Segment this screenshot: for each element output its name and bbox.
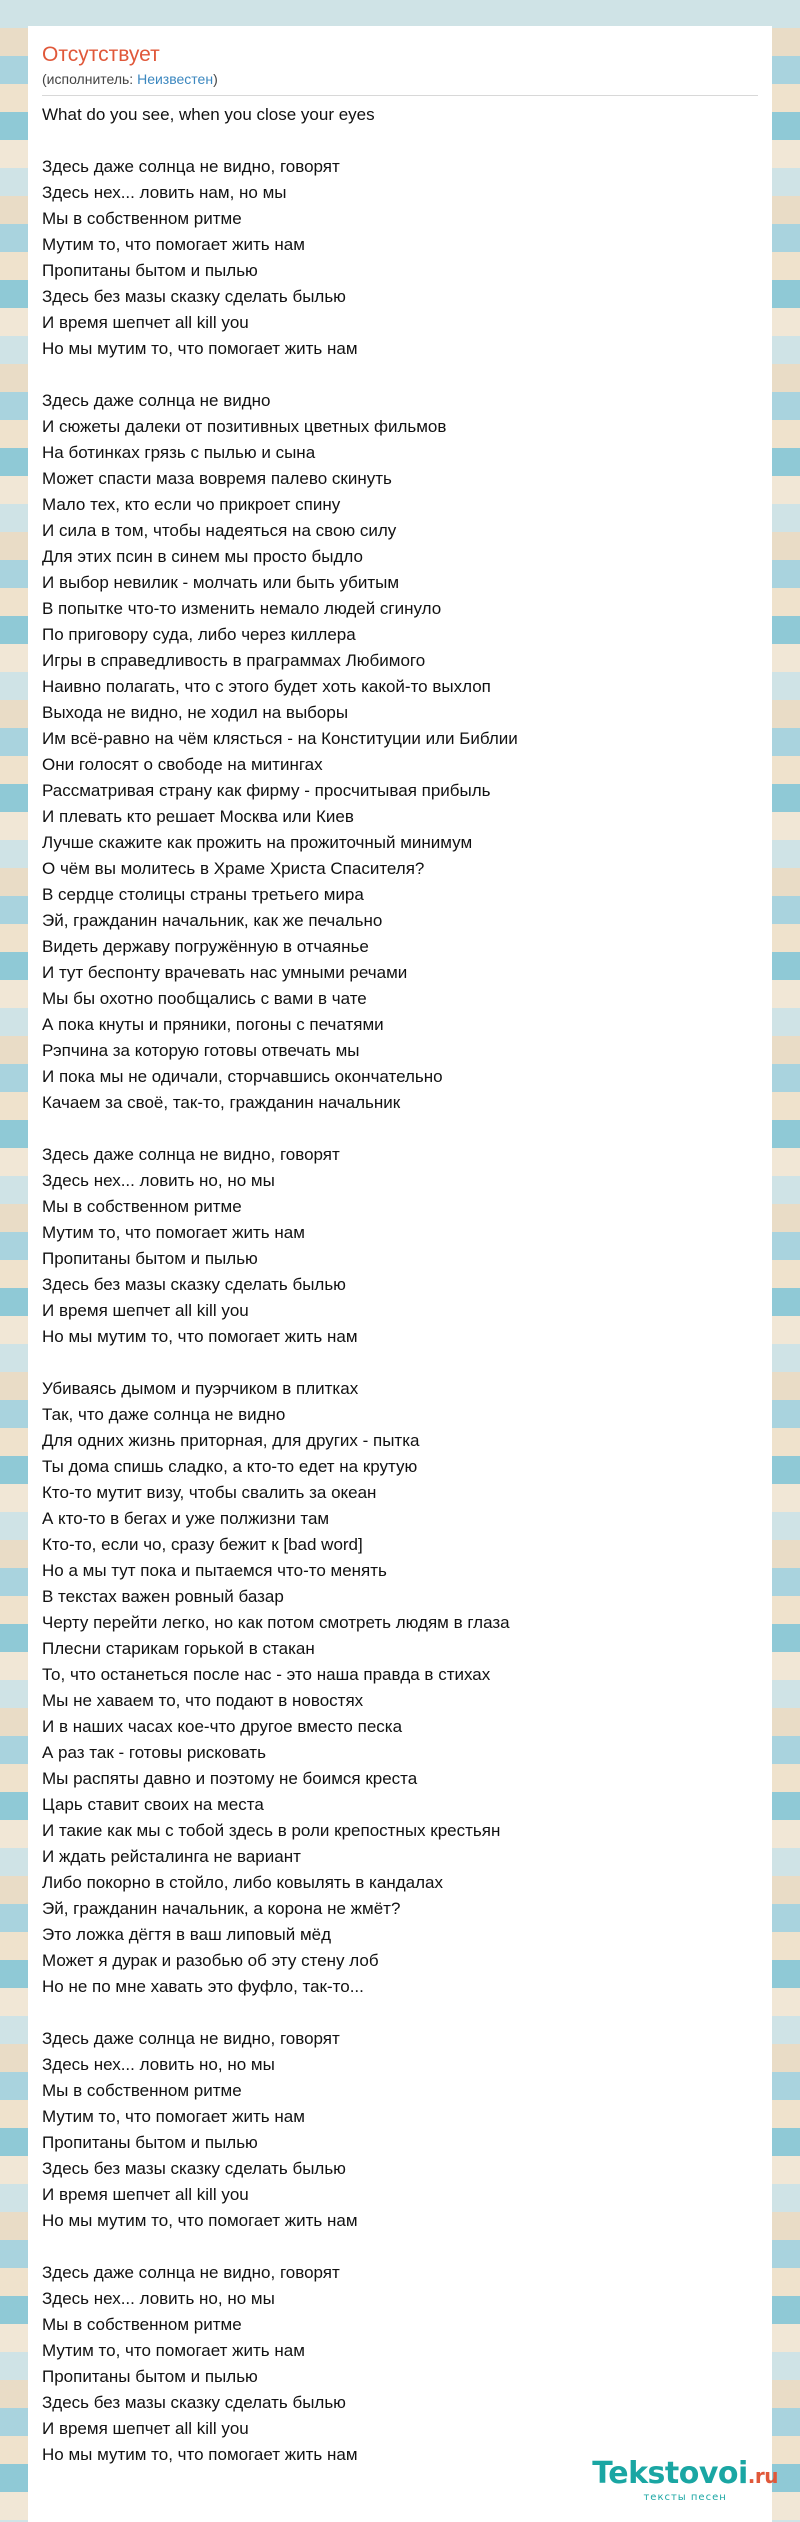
site-logo[interactable] bbox=[592, 2458, 778, 2504]
lyric-line: Черту перейти легко, но как потом смотреть людям в глаза bbox=[42, 1613, 510, 1632]
lyric-line: Но мы мутим то, что помогает жить нам bbox=[42, 1327, 358, 1346]
lyric-line: Мы в собственном ритме bbox=[42, 209, 242, 228]
lyric-line: И время шепчет all kill you bbox=[42, 2185, 249, 2204]
lyrics-stanza bbox=[42, 1142, 758, 1350]
lyric-line: И ждать рейсталинга не вариант bbox=[42, 1847, 301, 1866]
lyric-line: Кто-то мутит визу, чтобы свалить за океан bbox=[42, 1483, 377, 1502]
lyric-line: Рассматривая страну как фирму - просчитывая прибыль bbox=[42, 781, 491, 800]
lyric-line: What do you see, when you close your eyes bbox=[42, 105, 375, 124]
lyric-line: В попытке что-то изменить немало людей сгинуло bbox=[42, 599, 442, 618]
lyric-line: То, что останеться после нас - это наша правда в стихах bbox=[42, 1665, 491, 1684]
lyric-line: И тут беспонту врачевать нас умными речами bbox=[42, 963, 408, 982]
lyric-line: И время шепчет all kill you bbox=[42, 313, 249, 332]
lyric-line: И выбор невилик - молчать или быть убитым bbox=[42, 573, 400, 592]
lyric-line: Здесь без мазы сказку сделать былью bbox=[42, 1275, 346, 1294]
lyrics-stanza bbox=[42, 388, 758, 1116]
lyric-line: В текстах важен ровный базар bbox=[42, 1587, 284, 1606]
lyric-line: Здесь даже солнца не видно, говорят bbox=[42, 2029, 340, 2048]
lyric-line: Здесь нех... ловить но, но мы bbox=[42, 2055, 275, 2074]
lyric-line: И такие как мы с тобой здесь в роли крепостных крестьян bbox=[42, 1821, 501, 1840]
lyric-line: Рэпчина за которую готовы отвечать мы bbox=[42, 1041, 360, 1060]
lyric-line: Мутим то, что помогает жить нам bbox=[42, 2341, 305, 2360]
lyric-line: Здесь нех... ловить нам, но мы bbox=[42, 183, 287, 202]
lyric-line: Но а мы тут пока и пытаемся что-то менять bbox=[42, 1561, 387, 1580]
lyric-line: Для этих псин в синем мы просто быдло bbox=[42, 547, 363, 566]
lyric-line: Они голосят о свободе на митингах bbox=[42, 755, 323, 774]
lyric-line: И пока мы не одичали, сторчавшись окончательно bbox=[42, 1067, 443, 1086]
lyrics-stanza bbox=[42, 2026, 758, 2234]
lyrics-stanza bbox=[42, 102, 758, 128]
lyric-line: В сердце столицы страны третьего мира bbox=[42, 885, 364, 904]
lyric-line: О чём вы молитесь в Храме Христа Спасителя? bbox=[42, 859, 425, 878]
lyric-line: И сюжеты далеки от позитивных цветных фильмов bbox=[42, 417, 447, 436]
lyric-line: Мы не хаваем то, что подают в новостях bbox=[42, 1691, 364, 1710]
lyric-line: Царь ставит своих на места bbox=[42, 1795, 264, 1814]
lyric-line: И время шепчет all kill you bbox=[42, 2419, 249, 2438]
song-title: Отсутствует bbox=[42, 43, 160, 66]
logo-name: Tekstovoi bbox=[592, 2456, 748, 2491]
lyric-line: Мы в собственном ритме bbox=[42, 2315, 242, 2334]
lyric-line: Но мы мутим то, что помогает жить нам bbox=[42, 2211, 358, 2230]
lyric-line: Мутим то, что помогает жить нам bbox=[42, 235, 305, 254]
lyric-line: Им всё-равно на чём клясться - на Конституции или Библии bbox=[42, 729, 518, 748]
lyric-line: Здесь нех... ловить но, но мы bbox=[42, 2289, 275, 2308]
lyric-line: Плесни старикам горькой в стакан bbox=[42, 1639, 315, 1658]
lyric-line: И сила в том, чтобы надеяться на свою силу bbox=[42, 521, 397, 540]
lyrics-body bbox=[28, 96, 772, 2468]
lyric-line: Здесь даже солнца не видно bbox=[42, 391, 271, 410]
artist-link[interactable]: Неизвестен bbox=[137, 71, 214, 87]
lyric-line: Мутим то, что помогает жить нам bbox=[42, 1223, 305, 1242]
lyric-line: Но мы мутим то, что помогает жить нам bbox=[42, 2445, 358, 2464]
lyric-line: Мы в собственном ритме bbox=[42, 1197, 242, 1216]
lyric-line: Может я дурак и разобью об эту стену лоб bbox=[42, 1951, 379, 1970]
lyric-line: Пропитаны бытом и пылью bbox=[42, 2133, 258, 2152]
lyric-line: Мало тех, кто если чо прикроет спину bbox=[42, 495, 341, 514]
lyric-line: Ты дома спишь сладко, а кто-то едет на крутую bbox=[42, 1457, 418, 1476]
lyric-line: Видеть державу погружённую в отчаянье bbox=[42, 937, 369, 956]
lyric-line: Здесь даже солнца не видно, говорят bbox=[42, 157, 340, 176]
lyric-line: И время шепчет all kill you bbox=[42, 1301, 249, 1320]
lyric-line: Здесь без мазы сказку сделать былью bbox=[42, 287, 346, 306]
lyric-line: Но мы мутим то, что помогает жить нам bbox=[42, 339, 358, 358]
lyric-line: Убиваясь дымом и пуэрчиком в плитках bbox=[42, 1379, 359, 1398]
logo-wordmark bbox=[592, 2458, 778, 2492]
lyric-line: Мы распяты давно и поэтому не боимся креста bbox=[42, 1769, 418, 1788]
lyric-line: Эй, гражданин начальник, а корона не жмёт? bbox=[42, 1899, 401, 1918]
lyric-line: Это ложка дёгтя в ваш липовый мёд bbox=[42, 1925, 332, 1944]
lyric-line: Здесь без мазы сказку сделать былью bbox=[42, 2159, 346, 2178]
logo-tld: .ru bbox=[747, 2464, 778, 2488]
lyric-line: Выхода не видно, не ходил на выборы bbox=[42, 703, 349, 722]
lyric-line: Пропитаны бытом и пылью bbox=[42, 2367, 258, 2386]
lyric-line: Пропитаны бытом и пылью bbox=[42, 261, 258, 280]
lyric-line: Здесь без мазы сказку сделать былью bbox=[42, 2393, 346, 2412]
lyric-line: Может спасти маза вовремя палево скинуть bbox=[42, 469, 392, 488]
lyric-line: И плевать кто решает Москва или Киев bbox=[42, 807, 354, 826]
lyric-line: По приговору суда, либо через киллера bbox=[42, 625, 356, 644]
lyric-line: Наивно полагать, что с этого будет хоть какой-то выхлоп bbox=[42, 677, 491, 696]
artist-line bbox=[42, 69, 758, 89]
lyric-line: А пока кнуты и пряники, погоны с печатями bbox=[42, 1015, 384, 1034]
artist-prefix: (исполнитель: bbox=[42, 71, 138, 87]
lyrics-stanza bbox=[42, 154, 758, 362]
lyric-line: И в наших часах кое-что другое вместо песка bbox=[42, 1717, 403, 1736]
lyric-line: Мы бы охотно пообщались с вами в чате bbox=[42, 989, 367, 1008]
lyric-line: Эй, гражданин начальник, как же печально bbox=[42, 911, 383, 930]
lyric-line: Здесь нех... ловить но, но мы bbox=[42, 1171, 275, 1190]
lyrics-stanza bbox=[42, 1376, 758, 2000]
lyric-line: Для одних жизнь приторная, для других - пытка bbox=[42, 1431, 420, 1450]
lyric-line: Качаем за своё, так-то, гражданин начальник bbox=[42, 1093, 401, 1112]
lyric-line: Кто-то, если чо, сразу бежит к [bad word] bbox=[42, 1535, 363, 1554]
lyrics-page bbox=[28, 26, 772, 2522]
lyric-line: Мутим то, что помогает жить нам bbox=[42, 2107, 305, 2126]
lyric-line: А кто-то в бегах и уже полжизни там bbox=[42, 1509, 330, 1528]
lyric-line: Здесь даже солнца не видно, говорят bbox=[42, 2263, 340, 2282]
lyric-line: Пропитаны бытом и пылью bbox=[42, 1249, 258, 1268]
artist-suffix: ) bbox=[213, 71, 218, 87]
lyric-line: Лучше скажите как прожить на прожиточный минимум bbox=[42, 833, 473, 852]
lyric-line: Здесь даже солнца не видно, говорят bbox=[42, 1145, 340, 1164]
lyric-line: А раз так - готовы рисковать bbox=[42, 1743, 266, 1762]
lyric-line: Либо покорно в стойло, либо ковылять в кандалах bbox=[42, 1873, 443, 1892]
lyric-line: На ботинках грязь с пылью и сына bbox=[42, 443, 316, 462]
lyric-line: Но не по мне хавать это фуфло, так-то... bbox=[42, 1977, 364, 1996]
song-header bbox=[28, 26, 772, 89]
lyric-line: Так, что даже солнца не видно bbox=[42, 1405, 286, 1424]
lyrics-stanza bbox=[42, 2260, 758, 2468]
lyric-line: Мы в собственном ритме bbox=[42, 2081, 242, 2100]
lyric-line: Игры в справедливость в праграммах Любимого bbox=[42, 651, 426, 670]
logo-tagline: тексты песен bbox=[643, 2492, 727, 2503]
